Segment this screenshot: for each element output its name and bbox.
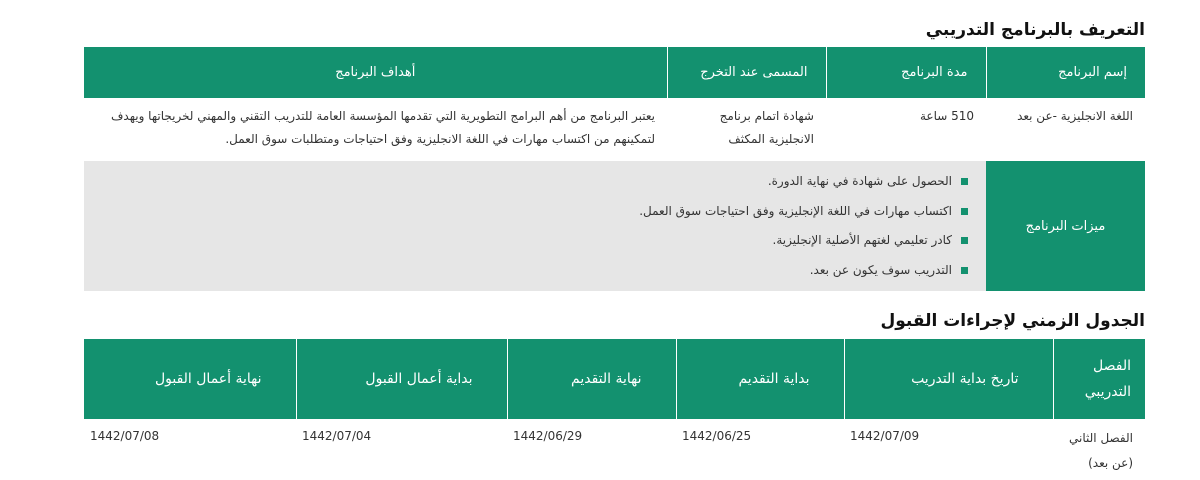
table-row xyxy=(84,98,1145,160)
list-item xyxy=(102,197,968,227)
feature-text: التدريب سوف يكون عن بعد. xyxy=(809,262,952,277)
list-item xyxy=(102,226,968,256)
schedule-table-header-row xyxy=(84,339,1145,419)
schedule-section-title: الجدول الزمني لإجراءات القبول xyxy=(880,311,1145,331)
feature-text: الحصول على شهادة في نهاية الدورة. xyxy=(767,174,952,189)
cell-semester: الفصل الثاني (عن بعد) xyxy=(1069,431,1133,470)
header-admission-start: بداية أعمال القبول xyxy=(296,339,507,419)
features-row xyxy=(84,160,1145,291)
program-info-table xyxy=(84,47,1145,291)
list-item xyxy=(102,167,968,197)
program-section-title: التعريف بالبرنامج التدريبي xyxy=(925,20,1145,40)
features-list-cell xyxy=(84,160,986,291)
cell-program-duration: 510 ساعة xyxy=(919,109,974,123)
cell-admission-start: 1442/07/04 xyxy=(302,429,372,443)
header-program-name: إسم البرنامج xyxy=(986,47,1145,98)
header-graduation-title: المسمى عند التخرج xyxy=(667,47,826,98)
features-list xyxy=(102,167,968,285)
feature-text: كادر تعليمي لغتهم الأصلية الإنجليزية. xyxy=(772,233,952,248)
cell-program-objectives: يعتبر البرنامج من أهم البرامج التطويرية التي تقدمها المؤسسة العامة للتدريب التقني والمهني لخريجاتها ويهدف لتمكينهم من اكتساب مهارات في اللغة الانجليزية وفق احتياجات ومتطلبات سوق العمل. xyxy=(110,109,655,146)
admission-schedule-table xyxy=(84,339,1145,476)
header-admission-end: نهاية أعمال القبول xyxy=(84,339,296,419)
square-bullet-icon xyxy=(961,178,968,185)
square-bullet-icon xyxy=(961,208,968,215)
square-bullet-icon xyxy=(961,237,968,244)
cell-training-start: 1442/07/09 xyxy=(850,429,920,443)
cell-application-start: 1442/06/25 xyxy=(682,429,752,443)
square-bullet-icon xyxy=(961,267,968,274)
features-label: ميزات البرنامج xyxy=(986,160,1145,291)
cell-application-end: 1442/06/29 xyxy=(513,429,583,443)
feature-text: اكتساب مهارات في اللغة الإنجليزية وفق احتياجات سوق العمل. xyxy=(639,203,952,218)
header-program-duration: مدة البرنامج xyxy=(826,47,986,98)
header-program-objectives: أهداف البرنامج xyxy=(84,47,667,98)
cell-graduation-title: شهادة اتمام برنامج الانجليزية المكثف xyxy=(719,109,814,146)
cell-admission-end: 1442/07/08 xyxy=(90,429,160,443)
header-training-start: تاريخ بداية التدريب xyxy=(844,339,1053,419)
list-item xyxy=(102,256,968,286)
header-semester: الفصل التدريبي xyxy=(1053,339,1145,419)
header-application-start: بداية التقديم xyxy=(676,339,844,419)
program-table-header-row xyxy=(84,47,1145,98)
table-row xyxy=(84,419,1145,476)
cell-program-name: اللغة الانجليزية -عن بعد xyxy=(1017,109,1133,123)
header-application-end: نهاية التقديم xyxy=(507,339,676,419)
